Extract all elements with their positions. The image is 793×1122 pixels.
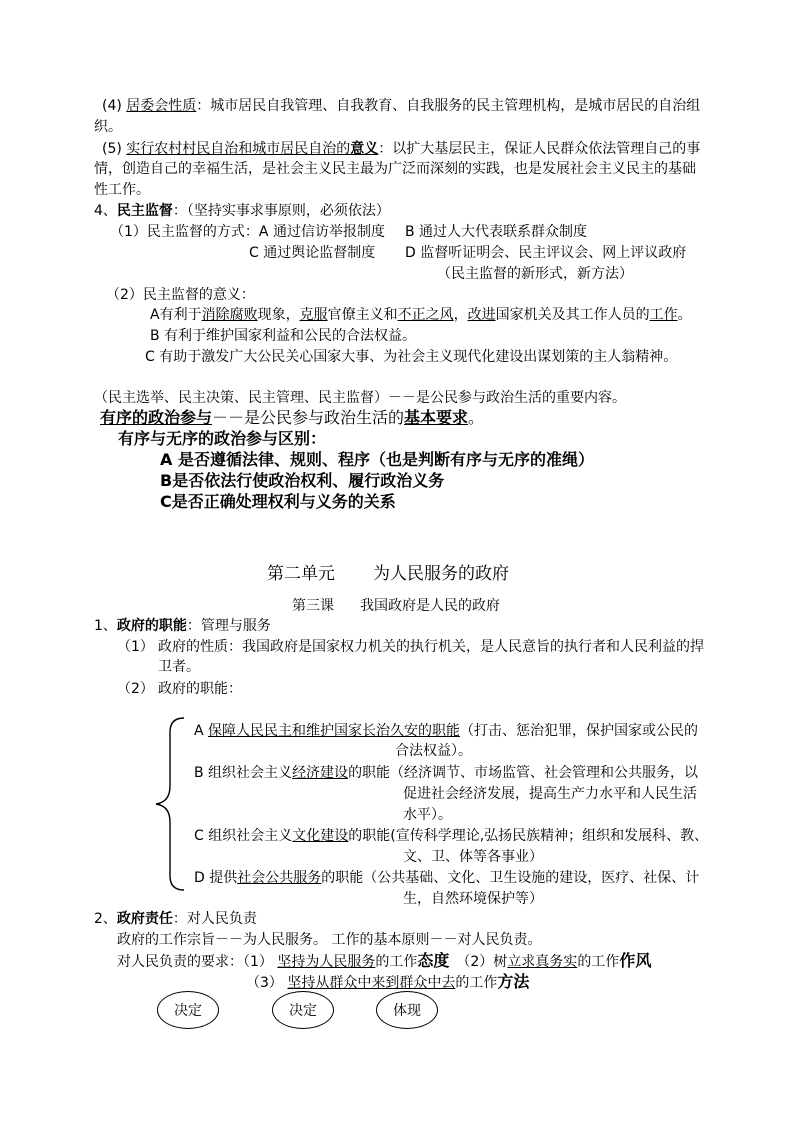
responsibility-line1: 政府的工作宗旨－－为人民服务。 工作的基本原则－－对人民负责。 xyxy=(117,932,542,948)
participation-diff-c: C是否正确处理权利与义务的关系 xyxy=(160,492,396,511)
item4-line2: 织。 xyxy=(94,119,122,135)
supervision-ways-1: （1）民主监督的方式：A 通过信访举报制度 xyxy=(110,224,385,240)
item5-line1: (5) 实行农村村民自治和城市居民自治的意义：以扩大基层民主，保证人民群众依法管理自己的事 xyxy=(102,141,701,157)
func-c-line2: 文、卫、体等各事业） xyxy=(403,849,543,865)
supervision-meaning-label: （2）民主监督的意义： xyxy=(106,287,255,303)
participation-diff-a: A 是否遵循法律、规则、程序（也是判断有序与无序的准绳） xyxy=(160,450,594,469)
lesson-title: 第三课 我国政府是人民的政府 xyxy=(292,598,500,614)
participation-diff-b: B是否依法行使政治权利、履行政治义务 xyxy=(160,471,445,490)
bubble-decide-2: 决定 xyxy=(272,991,334,1029)
nature-line1: 政府的性质：我国政府是国家权力机关的执行机关，是人民意旨的执行者和人民利益的捍 xyxy=(158,639,704,655)
func-d-line2: 生，自然环境保护等） xyxy=(403,891,543,907)
item5-line2: 情，创造自己的幸福生活，是社会主义民主最为广泛而深刻的实践，也是发展社会主义民主的基础 xyxy=(94,161,696,177)
supervision-way-d: D 监督听证明会、民主评议会、网上评议政府 xyxy=(405,245,687,261)
func-b-line1: B 组织社会主义经济建设的职能（经济调节、市场监管、社会管理和公共服务，以 xyxy=(194,765,699,781)
supervision-meaning-b: B 有利于维护国家利益和公民的合法权益。 xyxy=(150,328,417,344)
item4-line1: (4) 居委会性质：城市居民自我管理、自我教育、自我服务的民主管理机构，是城市居民的自治组 xyxy=(102,98,701,114)
supervision-way-b: B 通过人大代表联系群众制度 xyxy=(405,224,588,240)
bubble-embody: 体现 xyxy=(376,991,438,1029)
supervision-meaning-c: C 有助于激发广大公民关心国家大事、为社会主义现代化建设出谋划策的主人翁精神。 xyxy=(145,349,678,365)
participation-ordered: 有序的政治参与－－是公民参与政治生活的基本要求。 xyxy=(100,408,485,427)
requirements-line2: （3） 坚持从群众中来到群众中去的工作方法 xyxy=(246,972,530,991)
supervision-heading: 4、民主监督：（坚持实事求事原则，必须依法） xyxy=(94,203,390,219)
supervision-way-d-note: （民主监督的新形式，新方法） xyxy=(437,266,633,282)
brace-icon xyxy=(150,716,190,892)
duties-label: 政府的职能： xyxy=(158,681,242,697)
func-a-line1: A 保障人民民主和维护国家长治久安的职能（打击、惩治犯罪，保护国家或公民的 xyxy=(194,723,699,739)
supervision-way-c: C 通过舆论监督制度 xyxy=(249,245,376,261)
func-b-line3: 水平）。 xyxy=(403,807,452,823)
requirements-line1: 对人民负责的要求：（1） 坚持为人民服务的工作态度 （2）树立求真务实的工作作风 xyxy=(117,951,652,970)
func-c-line1: C 组织社会主义文化建设的职能(宣传科学理论,弘扬民族精神；组织和发展科、教、 xyxy=(194,828,709,844)
bubble-decide-1: 决定 xyxy=(157,991,219,1029)
participation-summary: （民主选举、民主决策、民主管理、民主监督）－－是公民参与政治生活的重要内容。 xyxy=(94,390,626,406)
supervision-meaning-a: A有利于消除腐败现象，克服官僚主义和不正之风，改进国家机关及其工作人员的工作。 xyxy=(150,307,692,323)
func-d-line1: D 提供社会公共服务的职能（公共基础、文化、卫生设施的建设，医疗、社保、计 xyxy=(194,870,700,886)
nature-num: （1） xyxy=(117,639,154,655)
participation-diff-title: 有序与无序的政治参与区别： xyxy=(118,429,327,448)
duties-num: （2） xyxy=(117,681,154,697)
item5-line3: 性工作。 xyxy=(94,182,150,198)
functions-heading: 1、政府的职能：管理与服务 xyxy=(94,618,271,634)
func-a-line2: 合法权益）。 xyxy=(395,743,472,759)
nature-line2: 卫者。 xyxy=(158,659,200,675)
unit-title: 第二单元 为人民服务的政府 xyxy=(267,564,509,584)
item4-title: 居委会性质 xyxy=(126,98,197,114)
item5-title: 实行农村村民自治和城市居民自治的 xyxy=(126,141,351,157)
func-b-line2: 促进社会经济发展，提高生产力水平和人民生活 xyxy=(403,786,697,802)
responsibility-heading: 2、政府责任：对人民负责 xyxy=(94,911,257,927)
